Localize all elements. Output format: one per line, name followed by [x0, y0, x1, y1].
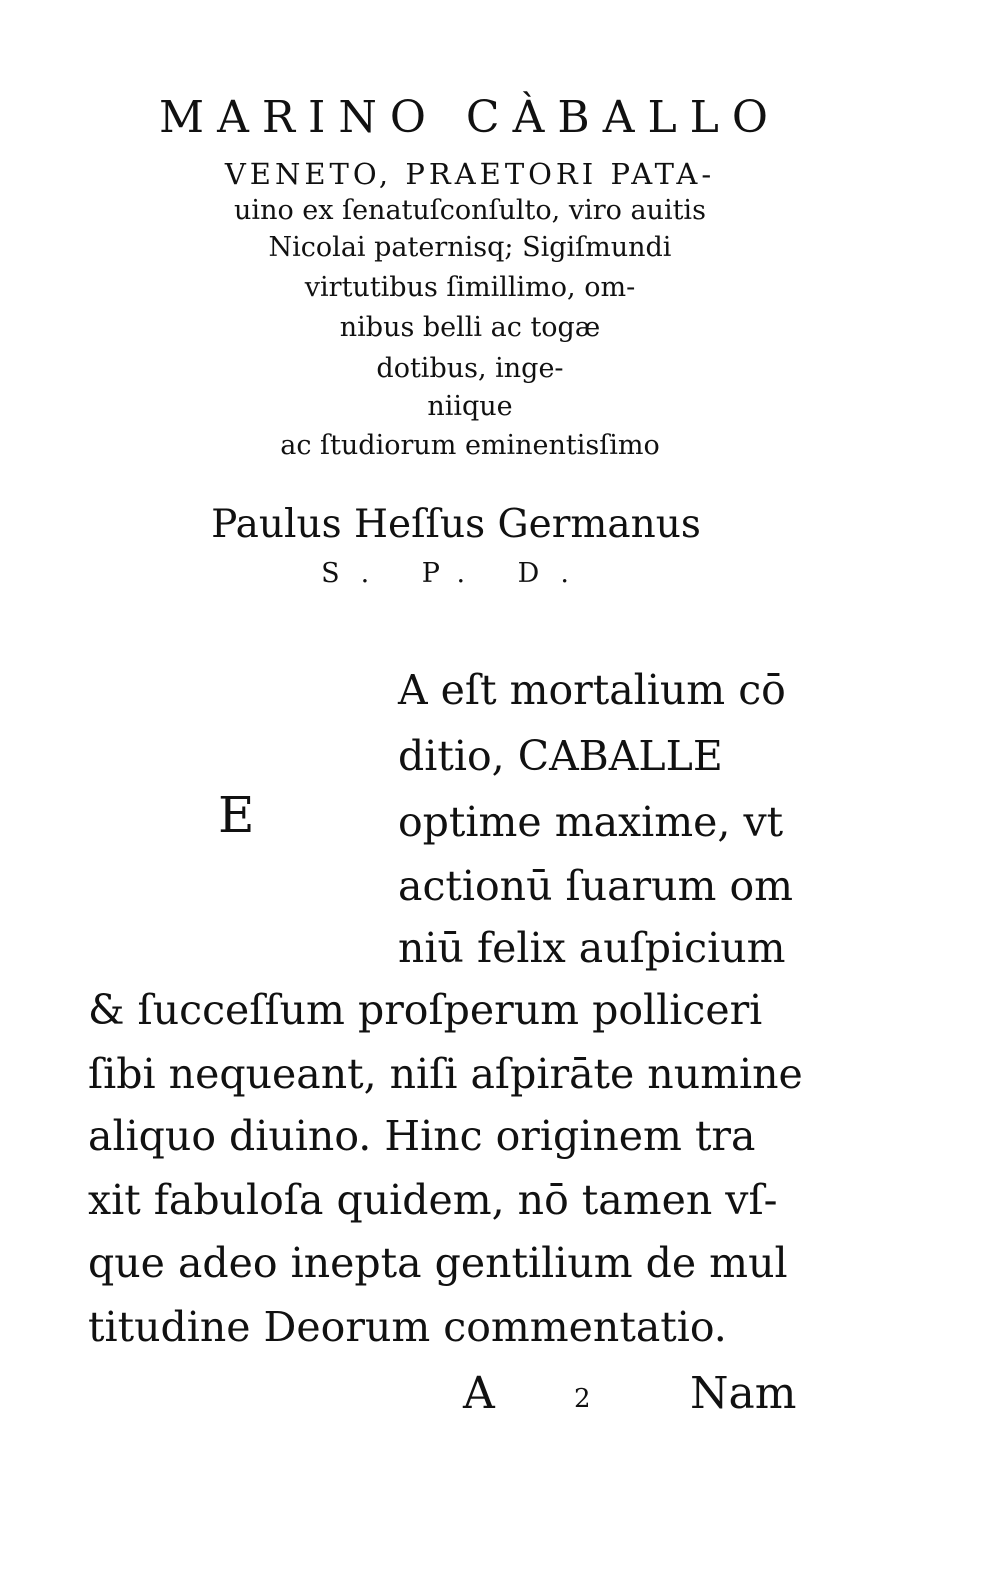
dedication-line-8: niique	[427, 391, 513, 422]
dedication-line-4: Nicolai paternisq; Sigiſmundi	[268, 232, 672, 263]
body-line-8: aliquo diuino. Hinc originem tra	[88, 1112, 756, 1160]
dedication-line-9: ac ſtudiorum eminentisſimo	[280, 430, 660, 461]
signature-number: 2	[574, 1384, 591, 1414]
body-line-7: ſibi nequeant, niſi aſpirāte numine	[88, 1050, 803, 1098]
body-line-9: xit fabuloſa quidem, nō tamen vſ-	[88, 1176, 778, 1224]
dedication-line-2: VENETO, PRAETORI PATA-	[224, 157, 716, 191]
body-line-10: que adeo inepta gentilium de mul	[88, 1239, 788, 1287]
body-line-5: niū felix auſpicium	[398, 924, 786, 972]
dedication-line-3: uino ex ſenatuſconſulto, viro auitis	[234, 195, 706, 226]
drop-initial: E	[218, 786, 255, 844]
body-line-3: optime maxime, vt	[398, 798, 784, 846]
body-line-2: ditio, CABALLE	[398, 732, 723, 780]
signature-mark: A	[463, 1368, 495, 1419]
dedication-line-6: nibus belli ac togæ	[339, 312, 601, 343]
salutation: S. P. D.	[321, 558, 591, 589]
dedication-line-1: MARINO CÀBALLO	[159, 92, 781, 143]
author-line: Paulus Heſſus Germanus	[211, 502, 701, 547]
body-line-11: titudine Deorum commentatio.	[88, 1303, 727, 1351]
body-line-1: A eſt mortalium cō	[398, 666, 786, 714]
dedication-line-5: virtutibus ſimillimo, om-	[304, 272, 636, 303]
dedication-line-7: dotibus, inge-	[376, 353, 564, 384]
body-line-4: actionū ſuarum om	[398, 862, 794, 910]
body-line-6: & ſucceſſum proſperum polliceri	[88, 986, 763, 1034]
catchword: Nam	[690, 1368, 797, 1419]
